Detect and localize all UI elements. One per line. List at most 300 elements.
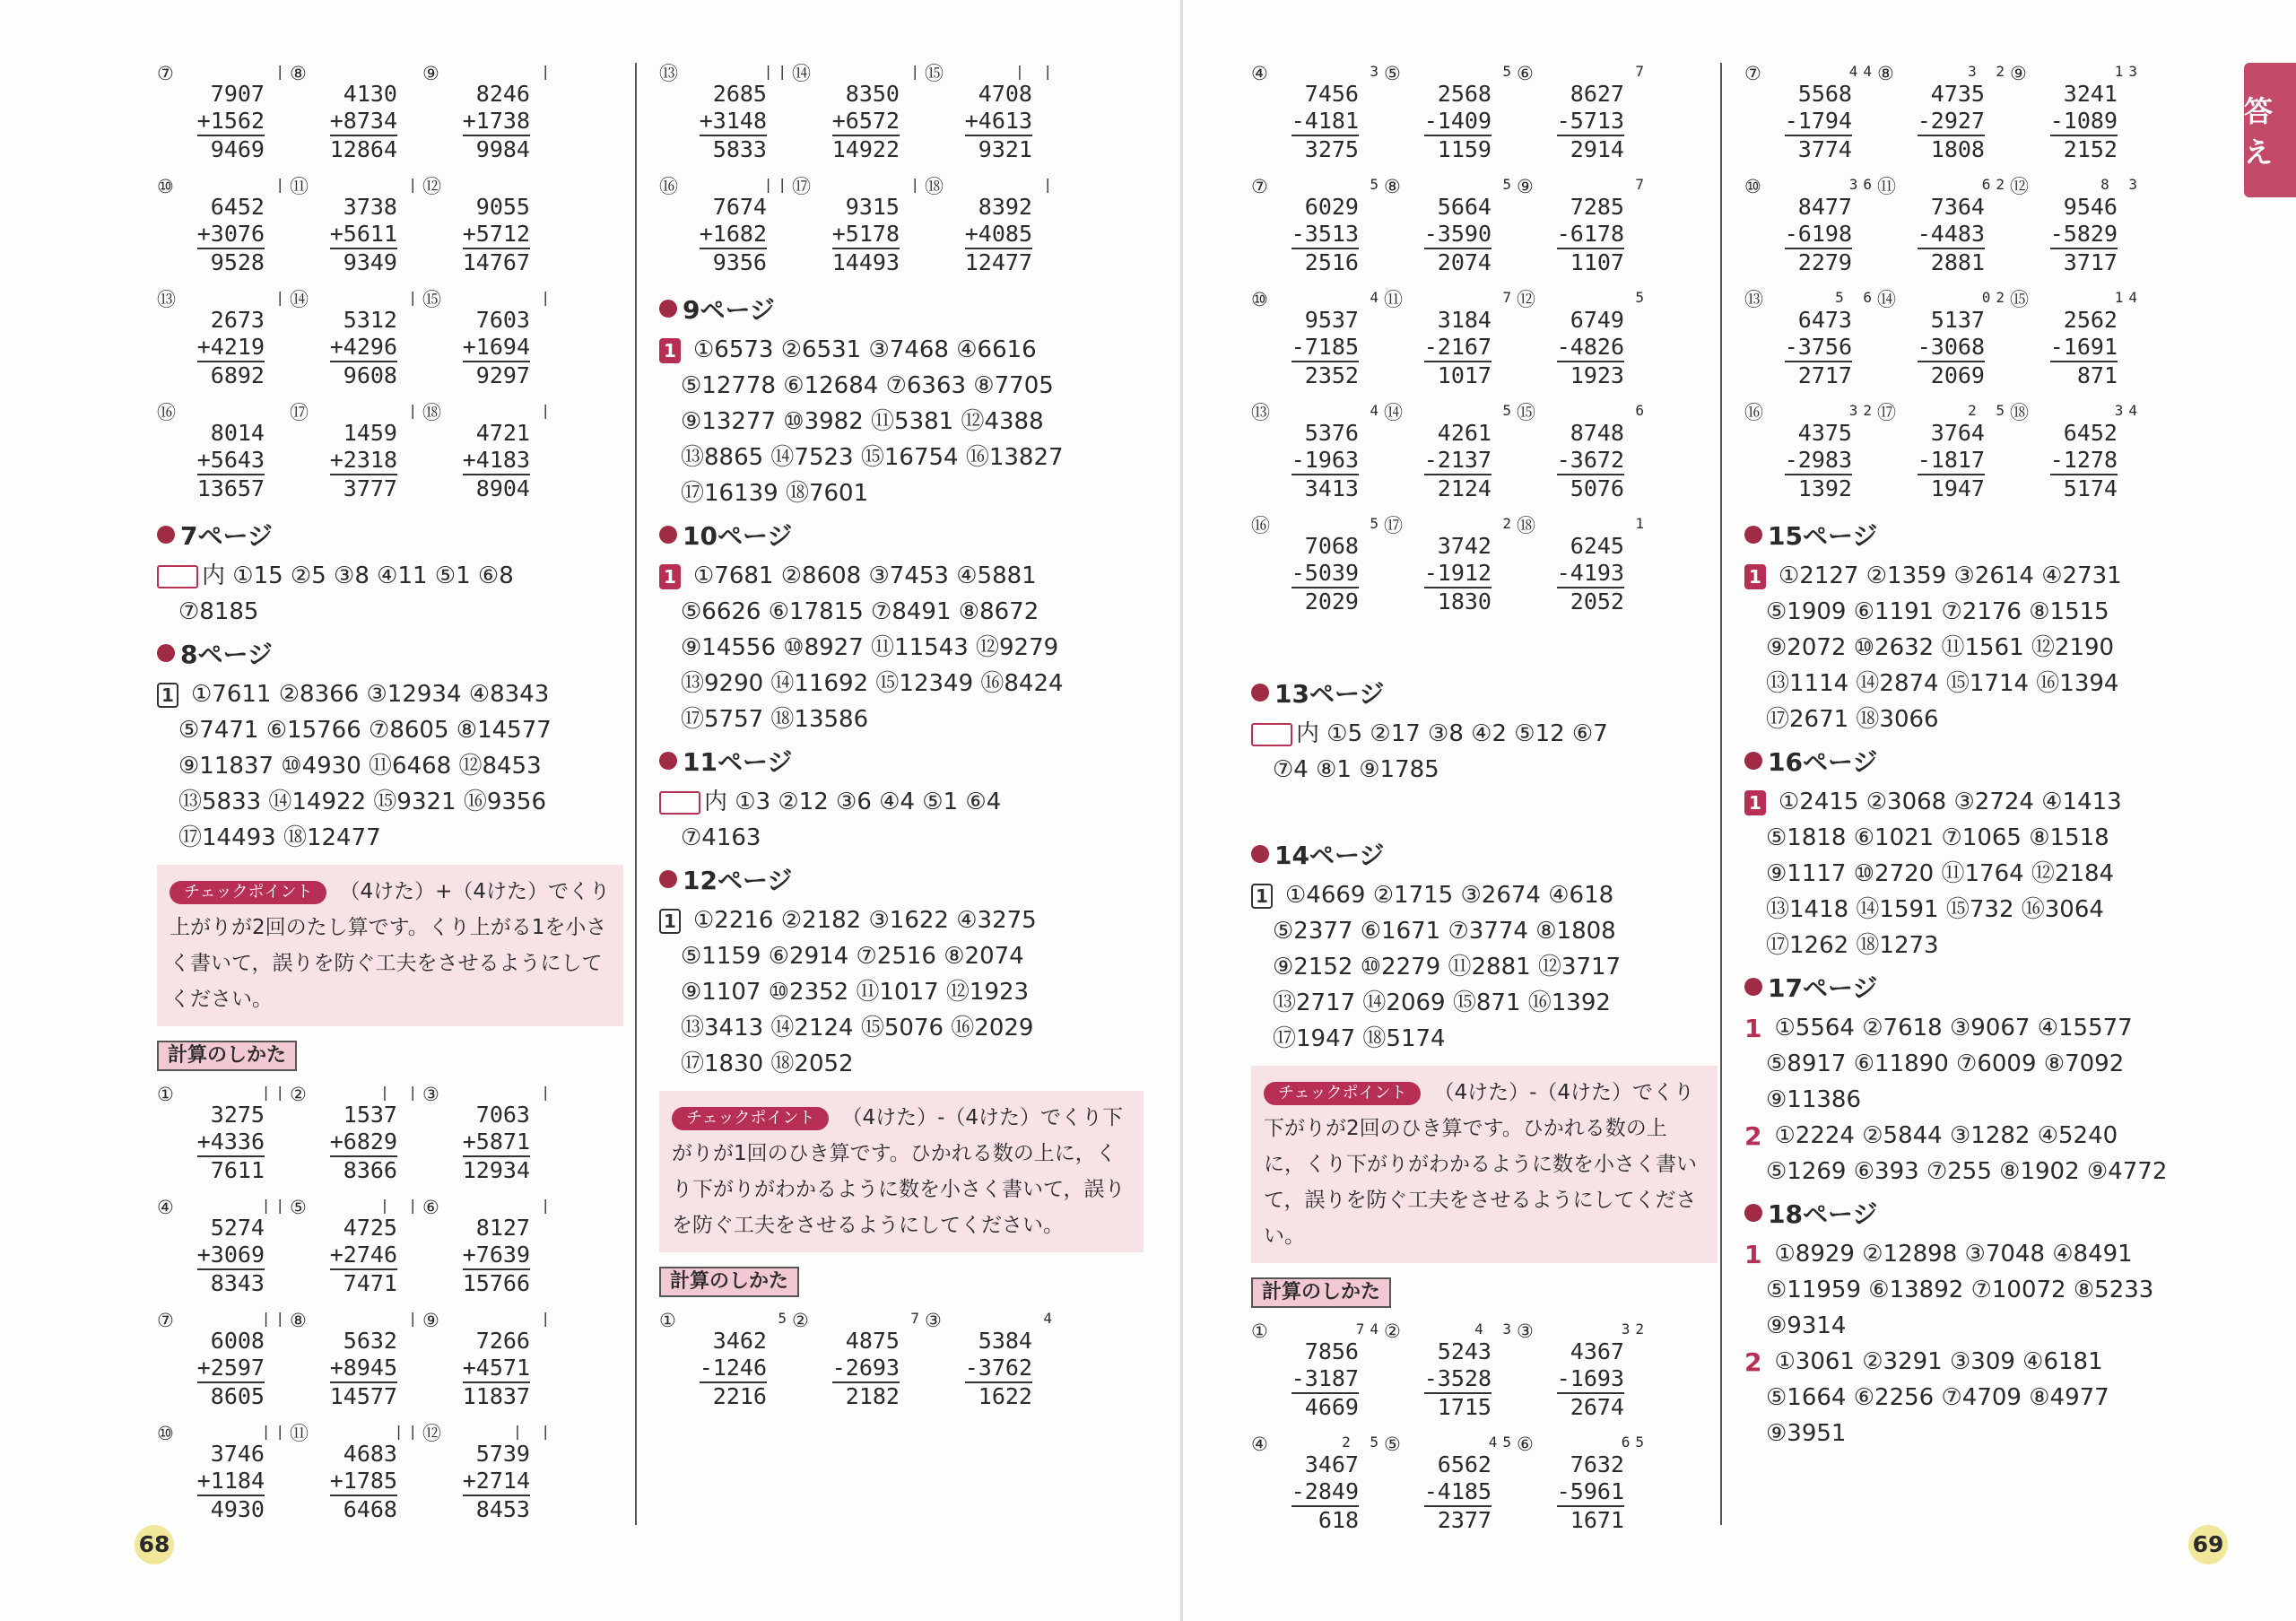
problem-numbers [1292,307,1359,389]
section-title-text: 9ページ [683,295,775,325]
problem-line: -6178 [1557,221,1624,249]
problem [157,63,290,163]
problem-line: 4725 [343,1215,397,1241]
problem-numbers [1424,1338,1492,1421]
carry-mark: || [261,1197,290,1214]
problem-number: ⑪ [1384,289,1403,310]
answer-row [157,676,623,712]
problem-line: 8014 [210,420,265,446]
carry-mark: || [763,176,792,193]
problem [1384,289,1517,389]
problem-number: ⑬ [1251,402,1270,423]
problem-line: 7471 [343,1270,397,1296]
problem-line: 8246 [475,81,530,107]
answer-row [659,1010,1144,1046]
problem-line: 7266 [475,1328,530,1354]
answer-row [659,558,1144,594]
problem-numbers [197,1441,265,1523]
problem-grid [1251,63,1718,615]
problem-numbers [1918,420,1985,502]
answer-text: ⑰2671 ⑱3066 [1766,706,1939,733]
problem-line: +2746 [330,1242,397,1270]
answer-row [659,332,1144,368]
problem-number: ⑪ [1877,176,1896,197]
problem-number: ⑭ [1384,402,1403,423]
problem-line: 6452 [210,194,265,220]
section-title-text: 18ページ [1768,1199,1878,1229]
answer-row [1251,877,1718,913]
problem-number: ⑥ [1517,63,1534,84]
problem-line: +4219 [197,334,265,362]
problem-number: ⑨ [422,1310,439,1331]
problem [422,1197,555,1297]
column-divider [635,63,637,1525]
problem-line: -1409 [1424,108,1492,136]
answer-text: ⑰14493 ⑱12477 [178,824,381,851]
answer-text: ⑤6626 ⑥17815 ⑦8491 ⑧8672 [681,598,1039,625]
problem [290,1084,422,1184]
problem-line: 3717 [2063,249,2118,275]
problem-number: ⑬ [157,289,176,310]
problem [1877,176,2010,276]
section-title [1744,1195,2229,1231]
problem-line: -1912 [1424,560,1492,588]
section-title [1744,743,2229,779]
problem [1251,1320,1384,1421]
carry-mark: 5 [1502,176,1517,193]
answer-list [659,784,1144,856]
problem-number: ⑨ [1517,176,1534,197]
problem-line: +1682 [700,221,767,249]
problem-line: 4930 [210,1496,265,1522]
section-title [157,635,623,671]
problem [1744,63,1877,163]
answer-list [1744,784,2229,963]
problem [659,1310,792,1410]
problem-line: -3590 [1424,221,1492,249]
problem-number: ⑨ [422,63,439,84]
problem-line: 7632 [1570,1451,1624,1477]
section-title-text: 17ページ [1768,973,1878,1003]
problem-line: -7185 [1292,334,1359,362]
problem-number: ⑰ [290,402,309,423]
answer-row [1744,1416,2229,1451]
answer-row [659,368,1144,404]
problem [1251,515,1384,615]
problem-line: +8945 [330,1355,397,1383]
problem-line: 5384 [978,1328,1032,1354]
problem-numbers [1292,1338,1359,1421]
answer-row [1744,1082,2229,1118]
problem-line: 6468 [343,1496,397,1522]
problem-line: +5611 [330,221,397,249]
problem-line: +6829 [330,1129,397,1157]
checkpoint-tag: チェックポイント [1264,1082,1421,1105]
problem [1877,63,2010,163]
problem-grid [659,63,1144,276]
problem-set-marker: 2 [1744,1120,1762,1151]
problem-numbers [1292,1451,1359,1534]
problem [1517,63,1649,163]
problem-numbers [197,1215,265,1297]
bullet-icon [659,870,677,888]
problem-numbers [330,1102,397,1184]
problem-line: +4336 [197,1129,265,1157]
problem-grid [157,63,623,502]
carry-mark: | [408,1310,422,1327]
problem-line: 6029 [1304,194,1359,220]
method-heading: 計算のしかた [659,1267,799,1297]
problem-number: ④ [157,1197,174,1218]
answer-text: ①7611 ②8366 ③12934 ④8343 [191,681,550,708]
problem-line: 12934 [462,1157,530,1183]
problem [792,1310,925,1410]
problem-numbers [197,81,265,163]
bullet-icon [157,526,175,544]
answer-section [1251,675,1718,788]
answer-text: ⑰1830 ⑱2052 [681,1050,854,1077]
answer-section [157,635,623,856]
problem-line: 6008 [210,1328,265,1354]
problem-line: 8127 [475,1215,530,1241]
problem-line: -5713 [1557,108,1624,136]
problem-line: 5243 [1437,1338,1492,1364]
problem-line: +5871 [463,1129,530,1157]
problem-number: ⑪ [290,1423,309,1444]
problem-line: 618 [1318,1507,1359,1533]
problem-line: +3076 [197,221,265,249]
problem-line: 7068 [1304,533,1359,559]
carry-mark: 2 5 [1968,402,2010,419]
problem-line: 1715 [1437,1394,1492,1420]
problem [422,289,555,389]
problem-line: -1963 [1292,447,1359,475]
problem-number: ⑭ [792,63,811,84]
problem-numbers [197,1328,265,1410]
problem-numbers [1557,1338,1624,1421]
answer-list [659,332,1144,511]
blank-box-icon [1251,723,1292,746]
problem-line: 5137 [1930,307,1985,333]
problem-line: 1159 [1437,136,1492,162]
answer-row [659,974,1144,1010]
problem-line: +3069 [197,1242,265,1270]
carry-mark: 2 [1502,515,1517,532]
problem-number: ⑫ [1517,289,1535,310]
answer-list [659,902,1144,1082]
problem-numbers [1424,533,1492,615]
problem-number: ⑰ [1877,402,1896,423]
problem-numbers [1292,194,1359,276]
problem [1251,1434,1384,1534]
bullet-icon [1251,845,1269,863]
answer-text: ⑰1947 ⑱5174 [1273,1025,1446,1052]
answer-text: ⑬9290 ⑭11692 ⑮12349 ⑯8424 [681,670,1064,697]
answer-text: ⑨14556 ⑩8927 ⑪11543 ⑫9279 [681,634,1059,661]
problem-numbers [330,194,397,276]
problem-number: ⑮ [422,289,441,310]
problem-line: 8453 [475,1496,530,1522]
problem-line: -5961 [1557,1478,1624,1507]
problem-line: +5712 [463,221,530,249]
problem-numbers [832,1328,900,1410]
problem [422,63,555,163]
problem-line: 12864 [329,136,397,162]
problem-numbers [1557,194,1624,276]
problem [1251,63,1384,163]
problem-line: 7285 [1570,194,1624,220]
problem-line: 2029 [1304,588,1359,614]
answer-text: ⑤1269 ⑥393 ⑦255 ⑧1902 ⑨4772 [1766,1158,2168,1185]
carry-mark: 74 [1355,1320,1384,1338]
problem-numbers [1424,194,1492,276]
problem-line: 2673 [210,307,265,333]
problem-numbers [2050,420,2118,502]
problem-number: ① [157,1084,174,1105]
problem-numbers [330,420,397,502]
problem-line: -5829 [2050,221,2118,249]
problem-line: +4613 [965,108,1032,136]
problem-line: 2069 [1930,362,1985,388]
problem-line: 7063 [475,1102,530,1128]
problem-line: 8350 [845,81,900,107]
answer-text: ⑬3413 ⑭2124 ⑮5076 ⑯2029 [681,1015,1034,1041]
problem-line: 9356 [712,249,767,275]
checkpoint-text: （4けた）-（4けた）でくり下がりが1回のひき算です。ひかれる数の上に，くり下がりがわかるように数を小さく書いて，誤りを防ぐ工夫をさせるようにしてください。 [672,1106,1126,1237]
bullet-icon [1251,684,1269,702]
problem-line: +7639 [463,1242,530,1270]
problem-numbers [2050,81,2118,163]
answer-text: 内 ①15 ②5 ③8 ④11 ⑤1 ⑥8 [202,562,514,589]
bullet-icon [659,526,677,544]
carry-mark: | [541,1310,555,1327]
problem [1744,402,1877,502]
answer-text: ⑤2377 ⑥1671 ⑦3774 ⑧1808 [1273,918,1616,945]
problem-number: ⑤ [290,1197,307,1218]
book-spine [1180,0,1183,1621]
answer-section [659,861,1144,1082]
carry-mark: 5 6 [1835,289,1877,306]
problem-numbers [463,194,530,276]
answer-text: ⑤1664 ⑥2256 ⑦4709 ⑧4977 [1766,1384,2109,1411]
problem [157,289,290,389]
carry-mark: | [408,176,422,193]
answer-row [659,475,1144,511]
checkpoint-tag: チェックポイント [672,1107,829,1130]
problem-line: 3275 [1304,136,1359,162]
problem-line: 8605 [210,1383,265,1409]
answer-row [157,784,623,820]
problem-line: 5739 [475,1441,530,1467]
problem-number: ③ [1517,1320,1534,1342]
answer-text: ⑤7471 ⑥15766 ⑦8605 ⑧14577 [178,717,552,744]
problem-line: -4483 [1918,221,1985,249]
answer-row [157,558,623,594]
problem [1517,515,1649,615]
problem-number: ② [290,1084,307,1105]
problem-line: 3413 [1304,475,1359,501]
bullet-icon [1744,978,1762,996]
answer-text: ①8929 ②12898 ③7048 ④8491 [1774,1241,2133,1268]
problem-line: -1089 [2050,108,2118,136]
problem [422,1310,555,1410]
carry-mark: 65 [1621,1434,1649,1451]
problem [1517,402,1649,502]
problem [1384,1320,1517,1421]
problem-numbers [197,307,265,389]
problem-line: 7611 [210,1157,265,1183]
problem-line: 1830 [1437,588,1492,614]
answer-row [1744,558,2229,594]
problem-numbers [330,1215,397,1297]
carry-mark: 1 [1635,515,1649,532]
problem-line: 7364 [1930,194,1985,220]
problem-line: 4375 [1797,420,1852,446]
problem-numbers [1292,420,1359,502]
problem [422,402,555,502]
blank-box-icon [157,565,198,588]
problem-line: 6892 [210,362,265,388]
answer-row [1744,820,2229,856]
problem-line: 4261 [1437,420,1492,446]
answer-text: ①2224 ②5844 ③1282 ④5240 [1774,1122,2118,1149]
section-title-text: 11ページ [683,747,793,777]
answer-text: ⑨13277 ⑩3982 ⑪5381 ⑫4388 [681,408,1044,435]
problem [422,1084,555,1184]
problem-grid [1251,1320,1718,1534]
problem [157,402,290,502]
problem-numbers [1292,81,1359,163]
carry-mark: | | [380,1197,422,1214]
problem-line: 3462 [712,1328,767,1354]
bullet-icon [157,644,175,662]
carry-mark: | [541,63,555,80]
checkpoint-text: （4けた）-（4けた）でくり下がりが2回のひき算です。ひかれる数の上に，くり下がりがわかるように数を小さく書いて，誤りを防ぐ工夫をさせるようにしてください。 [1264,1081,1697,1248]
problem-line: 7456 [1304,81,1359,107]
section-title [659,743,1144,779]
problem-line: 3738 [343,194,397,220]
section-title-text: 12ページ [683,866,793,895]
answer-section [157,517,623,630]
answer-text: 内 ①5 ②17 ③8 ④2 ⑤12 ⑥7 [1296,720,1608,747]
carry-mark: 5 [1370,176,1384,193]
answer-text: ⑤1159 ⑥2914 ⑦2516 ⑧2074 [681,943,1024,970]
carry-mark: | [541,402,555,419]
problem-line: +5178 [832,221,900,249]
problem-number: ⑦ [1744,63,1761,84]
problem-line: 2685 [712,81,767,107]
answer-row [1251,1021,1718,1057]
problem-line: -2167 [1424,334,1492,362]
problem-line: 9469 [210,136,265,162]
carry-mark: 7 [1635,176,1649,193]
problem-line: 2279 [1797,249,1852,275]
problem-number: ⑫ [422,1423,441,1444]
answer-row [659,702,1144,737]
section-title [1251,675,1718,710]
answer-text: ⑤8917 ⑥11890 ⑦6009 ⑧7092 [1766,1050,2125,1077]
problem-line: 7603 [475,307,530,333]
problem-line: 5312 [343,307,397,333]
answer-row [659,404,1144,440]
problem [1744,289,1877,389]
problem-line: -2137 [1424,447,1492,475]
problem-line: 1017 [1437,362,1492,388]
problem [290,1197,422,1297]
bullet-icon [659,752,677,770]
problem-line: 6562 [1437,1451,1492,1477]
problem-number: ⑥ [422,1197,439,1218]
problem-line: 12477 [964,249,1032,275]
problem-numbers [330,81,397,163]
carry-mark: || [261,1310,290,1327]
answer-text: ⑰16139 ⑱7601 [681,480,869,507]
checkpoint-tag: チェックポイント [170,881,326,904]
problem [157,1310,290,1410]
answer-row [1744,1046,2229,1082]
problem-line: 2717 [1797,362,1852,388]
problem-line: 1537 [343,1102,397,1128]
answer-row [1744,1236,2229,1272]
answer-text: ⑤11959 ⑥13892 ⑦10072 ⑧5233 [1766,1277,2154,1303]
carry-mark: 36 [1848,176,1877,193]
carry-mark: 4 [1370,289,1384,306]
problem-numbers [1918,307,1985,389]
section-title [659,291,1144,327]
answer-text: ⑨11837 ⑩4930 ⑪6468 ⑫8453 [178,753,542,780]
problem-number: ⑧ [1384,176,1401,197]
problem-line: -4181 [1292,108,1359,136]
answer-row [1744,1010,2229,1046]
problem-numbers [197,420,265,502]
problem-numbers [197,194,265,276]
carry-mark: 32 [1848,402,1877,419]
problem-number: ⑧ [1877,63,1894,84]
answer-section [1744,969,2229,1190]
problem-set-marker: 1 [1744,1013,1762,1043]
problem-line: 9528 [210,249,265,275]
answer-text: ①2216 ②2182 ③1622 ④3275 [693,907,1037,934]
problem-numbers [1785,420,1852,502]
answer-row [157,712,623,748]
problem-line: -5039 [1292,560,1359,588]
problem-line: 2516 [1304,249,1359,275]
problem-line: 2377 [1437,1507,1492,1533]
bullet-icon [1744,752,1762,770]
problem-line: -4826 [1557,334,1624,362]
problem-line: +2597 [197,1355,265,1383]
answer-section [659,743,1144,856]
carry-mark: 14 [2114,289,2143,306]
problem-line: 1808 [1930,136,1985,162]
problem-number: ⑬ [1744,289,1763,310]
problem-line: -4185 [1424,1478,1492,1507]
problem-line: 3777 [343,475,397,501]
answer-text: ⑬1418 ⑭1591 ⑮732 ⑯3064 [1766,896,2104,923]
problem-line: 8343 [210,1270,265,1296]
answer-text: ①5564 ②7618 ③9067 ④15577 [1774,1015,2133,1041]
answer-list [659,558,1144,737]
problem-numbers [1424,420,1492,502]
answer-list [1251,716,1718,788]
problem-set-marker: 1 [1744,790,1766,815]
answer-column-2 [659,63,1144,1425]
answer-text: ⑬8865 ⑭7523 ⑮16754 ⑯13827 [681,444,1064,471]
answer-list [1744,1010,2229,1190]
problem-line: 3467 [1304,1451,1359,1477]
page-number-right: 69 [2188,1525,2228,1564]
answers-tab: 答え [2244,63,2296,197]
